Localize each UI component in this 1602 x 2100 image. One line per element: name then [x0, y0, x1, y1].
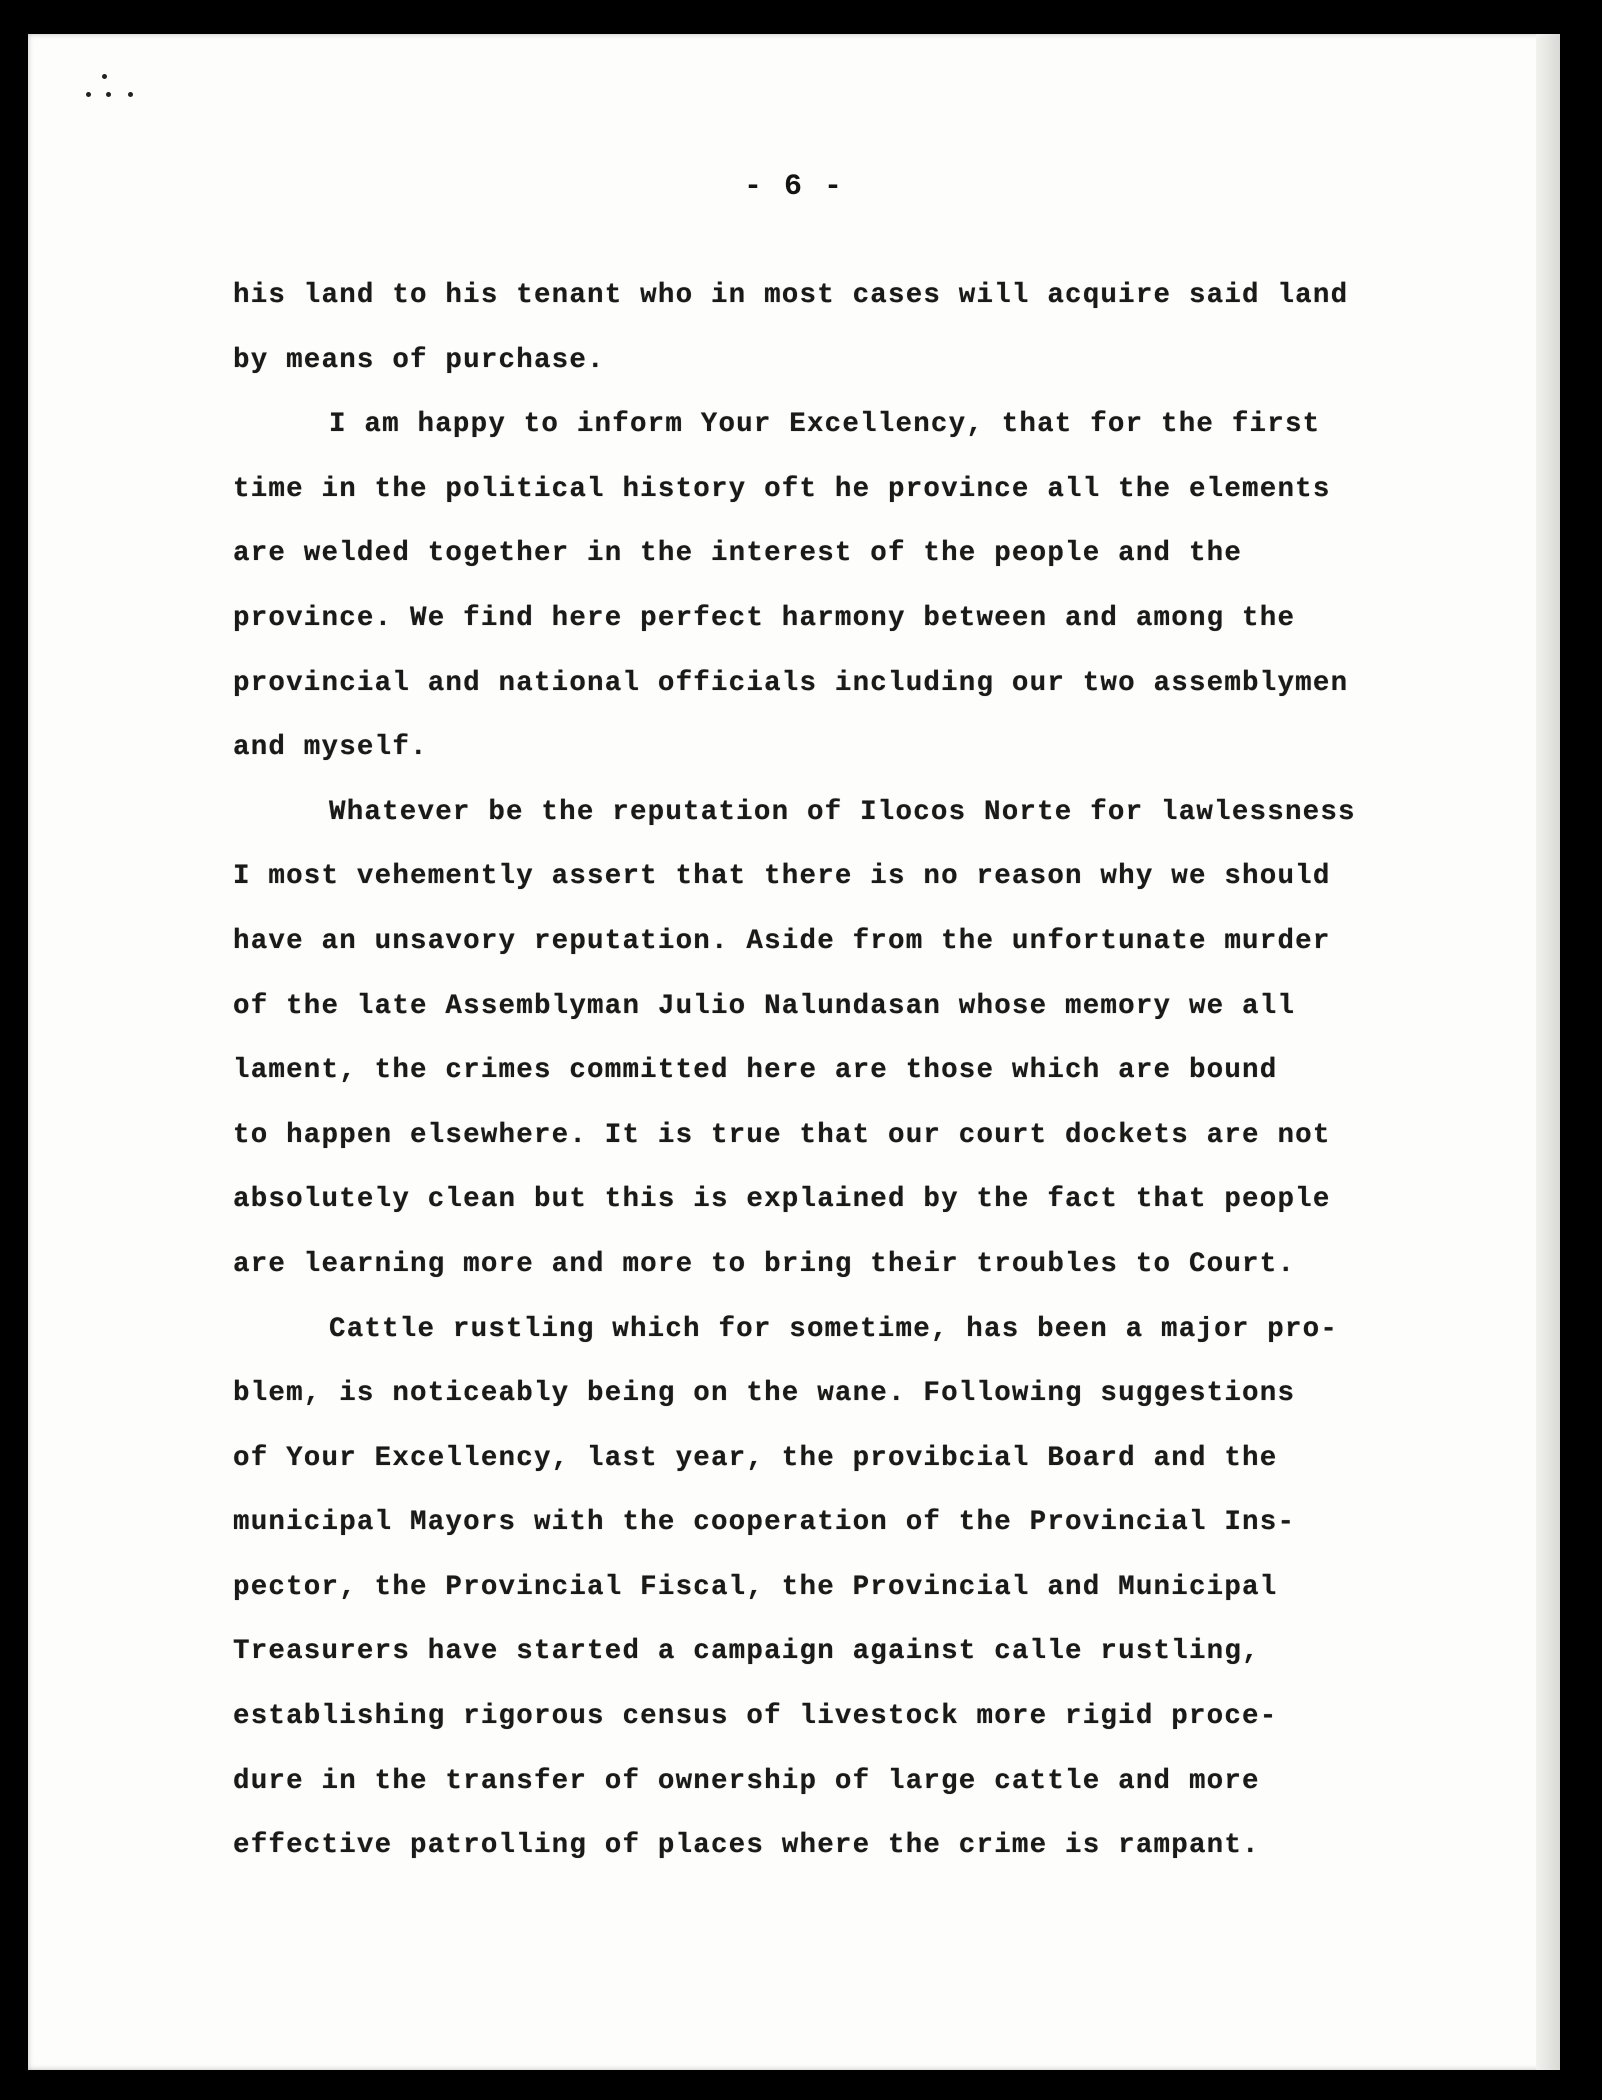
- paper-speck: [128, 92, 133, 97]
- text-line: Cattle rustling which for sometime, has been a major pro-: [329, 1313, 1339, 1345]
- text-line: I am happy to inform Your Excellency, that for the first: [329, 409, 1321, 441]
- paper-speck: [106, 92, 111, 97]
- text-line: have an unsavory reputation. Aside from the unfortunate murder: [233, 925, 1331, 957]
- text-line: absolutely clean but this is explained by the fact that people: [233, 1184, 1331, 1216]
- text-line: of Your Excellency, last year, the provibcial Board and the: [233, 1442, 1278, 1474]
- text-line: his land to his tenant who in most cases will acquire said land: [233, 280, 1349, 311]
- text-line: time in the political history oft he province all the elements: [233, 473, 1331, 505]
- text-line: are learning more and more to bring their troubles to Court.: [233, 1248, 1296, 1280]
- text-line: establishing rigorous census of livestock more rigid proce-: [233, 1701, 1278, 1733]
- paper-speck: [86, 92, 91, 97]
- text-line: Whatever be the reputation of Ilocos Norte for lawlessness: [329, 796, 1356, 828]
- text-line: provincial and national officials including our two assemblymen: [233, 667, 1349, 699]
- text-line: of the late Assemblyman Julio Nalundasan whose memory we all: [233, 990, 1296, 1022]
- text-line: Treasurers have started a campaign against calle rustling,: [233, 1636, 1260, 1668]
- text-line: by means of purchase.: [233, 344, 605, 376]
- text-line: I most vehemently assert that there is no reason why we should: [233, 861, 1331, 893]
- text-line: and myself.: [233, 732, 428, 764]
- page-number: - 6 -: [743, 170, 844, 204]
- typewritten-page: [28, 34, 1560, 2070]
- text-line: are welded together in the interest of the people and the: [233, 538, 1243, 570]
- text-line: to happen elsewhere. It is true that our court dockets are not: [233, 1119, 1331, 1151]
- text-line: blem, is noticeably being on the wane. Following suggestions: [233, 1378, 1296, 1410]
- text-line: municipal Mayors with the cooperation of the Provincial Ins-: [233, 1507, 1296, 1539]
- text-line: pector, the Provincial Fiscal, the Provincial and Municipal: [233, 1571, 1278, 1603]
- text-line: dure in the transfer of ownership of large cattle and more: [233, 1765, 1260, 1797]
- paper-edge: [1536, 34, 1560, 2070]
- paper-speck: [102, 74, 107, 79]
- letter-body: [233, 264, 1488, 1879]
- text-line: effective patrolling of places where the crime is rampant.: [233, 1830, 1260, 1862]
- text-line: lament, the crimes committed here are those which are bound: [233, 1055, 1278, 1087]
- text-line: province. We find here perfect harmony between and among the: [233, 602, 1296, 634]
